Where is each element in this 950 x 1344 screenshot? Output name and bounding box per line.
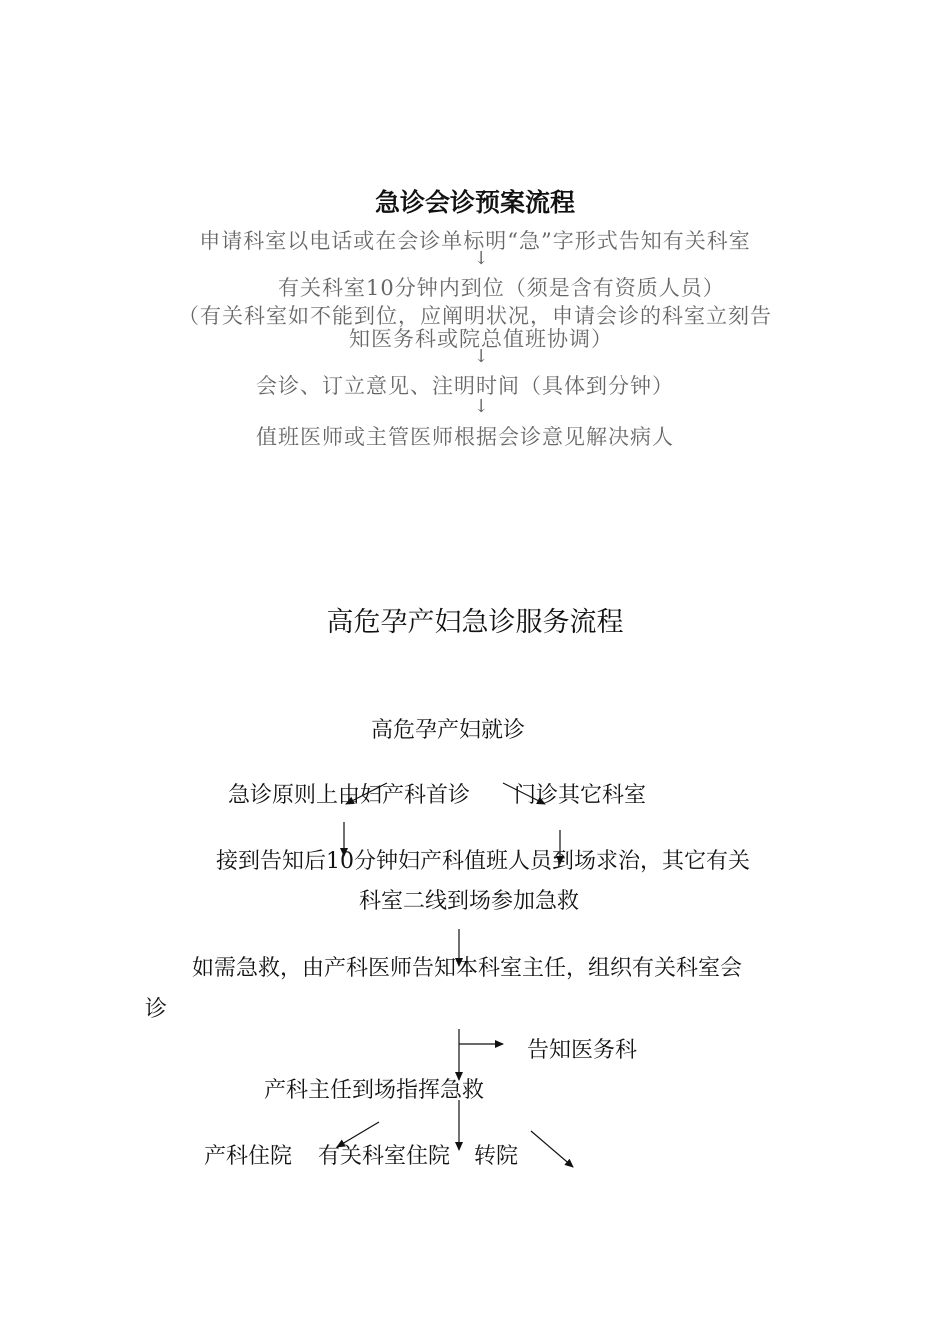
- flow-end-transfer: 转院: [474, 1144, 519, 1169]
- flow-node-visit: 高危孕产妇就诊: [371, 718, 526, 743]
- flow-node-first-diagnosis: 急诊原则上由妇产科首诊: [228, 783, 471, 808]
- arrow-to-transfer: [531, 1131, 573, 1167]
- flow-node-director: 产科主任到场指挥急救: [264, 1078, 485, 1103]
- flow-node-emergency-line2: 诊: [145, 997, 168, 1022]
- down-arrow-icon: ↓: [473, 346, 489, 367]
- arrow-to-first-diagnosis: [346, 783, 387, 804]
- section1-note-line2: 知医务科或院总值班协调）: [349, 327, 613, 351]
- section1-step2: 有关科室10分钟内到位（须是含有资质人员）: [278, 276, 725, 300]
- flow-end-obstetric-admission: 产科住院: [204, 1144, 293, 1169]
- down-arrow-icon: ↓: [473, 248, 489, 269]
- flow-node-arrival-line1: 接到告知后10分钟妇产科值班人员到场求治，其它有关: [216, 849, 750, 874]
- arrow-to-outpatient: [503, 783, 545, 804]
- section1-title: 急诊会诊预案流程: [374, 188, 575, 217]
- section1-step3: 会诊、订立意见、注明时间（具体到分钟）: [256, 374, 674, 398]
- section1-note-line1: （有关科室如不能到位，应阐明状况，申请会诊的科室立刻告: [178, 304, 772, 328]
- section1-step1: 申请科室以电话或在会诊单标明“急”字形式告知有关科室: [199, 229, 751, 253]
- down-arrow-icon: ↓: [473, 396, 489, 417]
- flow-end-department-admission: 有关科室住院: [318, 1144, 451, 1169]
- section2-title: 高危孕产妇急诊服务流程: [326, 607, 624, 638]
- flow-node-emergency-line1: 如需急救，由产科医师告知本科室主任，组织有关科室会: [192, 956, 743, 981]
- flow-node-notify-medical: 告知医务科: [527, 1038, 638, 1063]
- flow-node-outpatient: 门诊其它科室: [514, 783, 647, 808]
- arrow-to-obstetric-admission: [337, 1122, 379, 1147]
- flow-node-arrival-line2: 科室二线到场参加急救: [359, 889, 580, 914]
- section1-step4: 值班医师或主管医师根据会诊意见解决病人: [256, 425, 674, 449]
